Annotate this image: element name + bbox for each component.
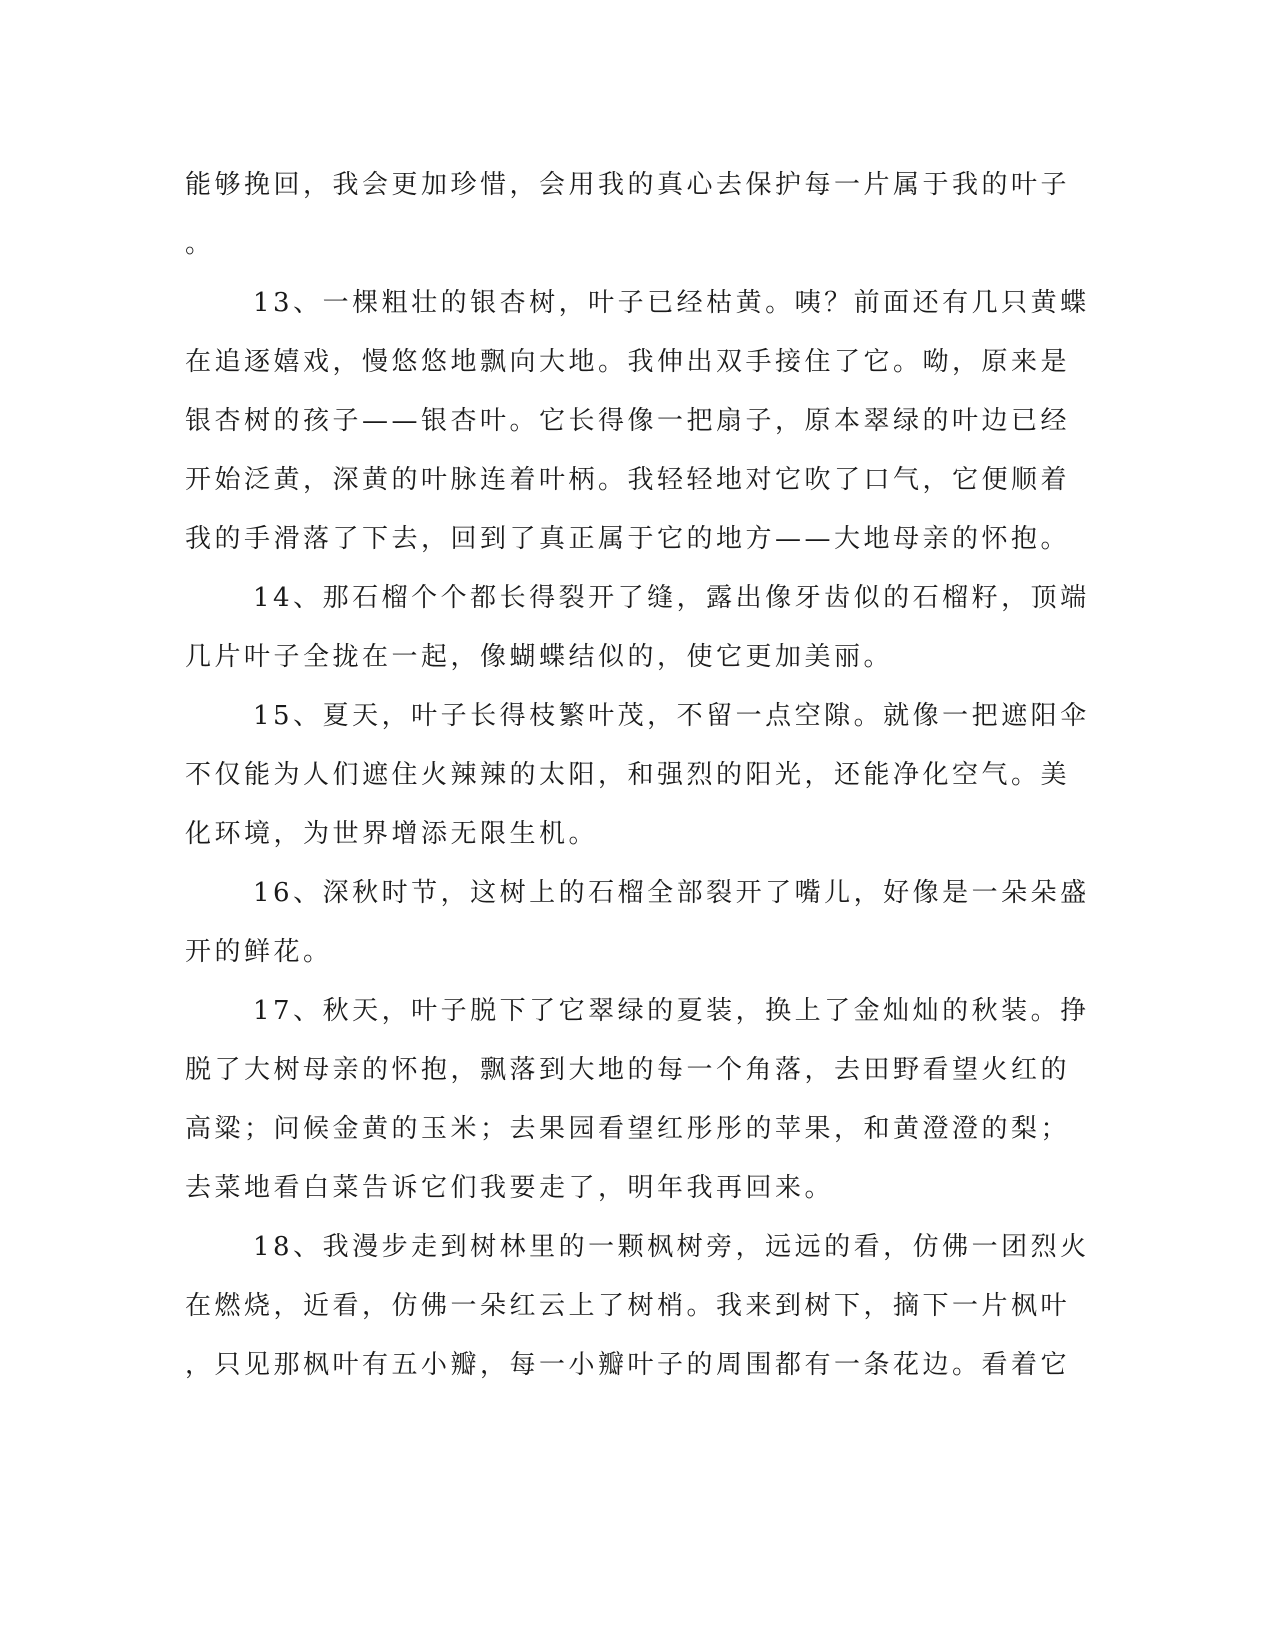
text-line: 去菜地看白菜告诉它们我要走了，明年我再回来。 — [185, 1173, 835, 1203]
text-line: 在燃烧，近看，仿佛一朵红云上了树梢。我来到树下，摘下一片枫叶 — [185, 1291, 1071, 1321]
text-line: 在追逐嬉戏，慢悠悠地飘向大地。我伸出双手接住了它。呦，原来是 — [185, 347, 1071, 377]
paragraph-start-17: 17、秋天，叶子脱下了它翠绿的夏装，换上了金灿灿的秋装。挣 — [253, 996, 1090, 1026]
document-body — [185, 156, 1090, 1395]
paragraph-start-18: 18、我漫步走到树林里的一颗枫树旁，远远的看，仿佛一团烈火 — [253, 1232, 1090, 1262]
text-line: 不仅能为人们遮住火辣辣的太阳，和强烈的阳光，还能净化空气。美 — [185, 760, 1071, 790]
text-line: 脱了大树母亲的怀抱，飘落到大地的每一个角落，去田野看望火红的 — [185, 1055, 1071, 1085]
text-line: 能够挽回，我会更加珍惜，会用我的真心去保护每一片属于我的叶子 — [185, 170, 1071, 200]
text-line: 开始泛黄，深黄的叶脉连着叶柄。我轻轻地对它吹了口气，它便顺着 — [185, 465, 1071, 495]
paragraph-start-15: 15、夏天，叶子长得枝繁叶茂，不留一点空隙。就像一把遮阳伞 — [253, 701, 1090, 731]
text-line: 几片叶子全拢在一起，像蝴蝶结似的，使它更加美丽。 — [185, 642, 894, 672]
paragraph-start-13: 13、一棵粗壮的银杏树，叶子已经枯黄。咦？前面还有几只黄蝶 — [253, 288, 1090, 318]
paragraph-start-16: 16、深秋时节，这树上的石榴全部裂开了嘴儿，好像是一朵朵盛 — [253, 878, 1090, 908]
text-line: 。 — [185, 229, 215, 259]
paragraph-start-14: 14、那石榴个个都长得裂开了缝，露出像牙齿似的石榴籽，顶端 — [253, 583, 1090, 613]
text-line: 银杏树的孩子——银杏叶。它长得像一把扇子，原本翠绿的叶边已经 — [185, 406, 1071, 436]
text-line: 我的手滑落了下去，回到了真正属于它的地方——大地母亲的怀抱。 — [185, 524, 1071, 554]
text-line: 化环境，为世界增添无限生机。 — [185, 819, 599, 849]
text-line: ，只见那枫叶有五小瓣，每一小瓣叶子的周围都有一条花边。看着它 — [185, 1350, 1071, 1380]
text-line: 开的鲜花。 — [185, 937, 333, 967]
text-line: 高粱；问候金黄的玉米；去果园看望红彤彤的苹果，和黄澄澄的梨； — [185, 1114, 1071, 1144]
